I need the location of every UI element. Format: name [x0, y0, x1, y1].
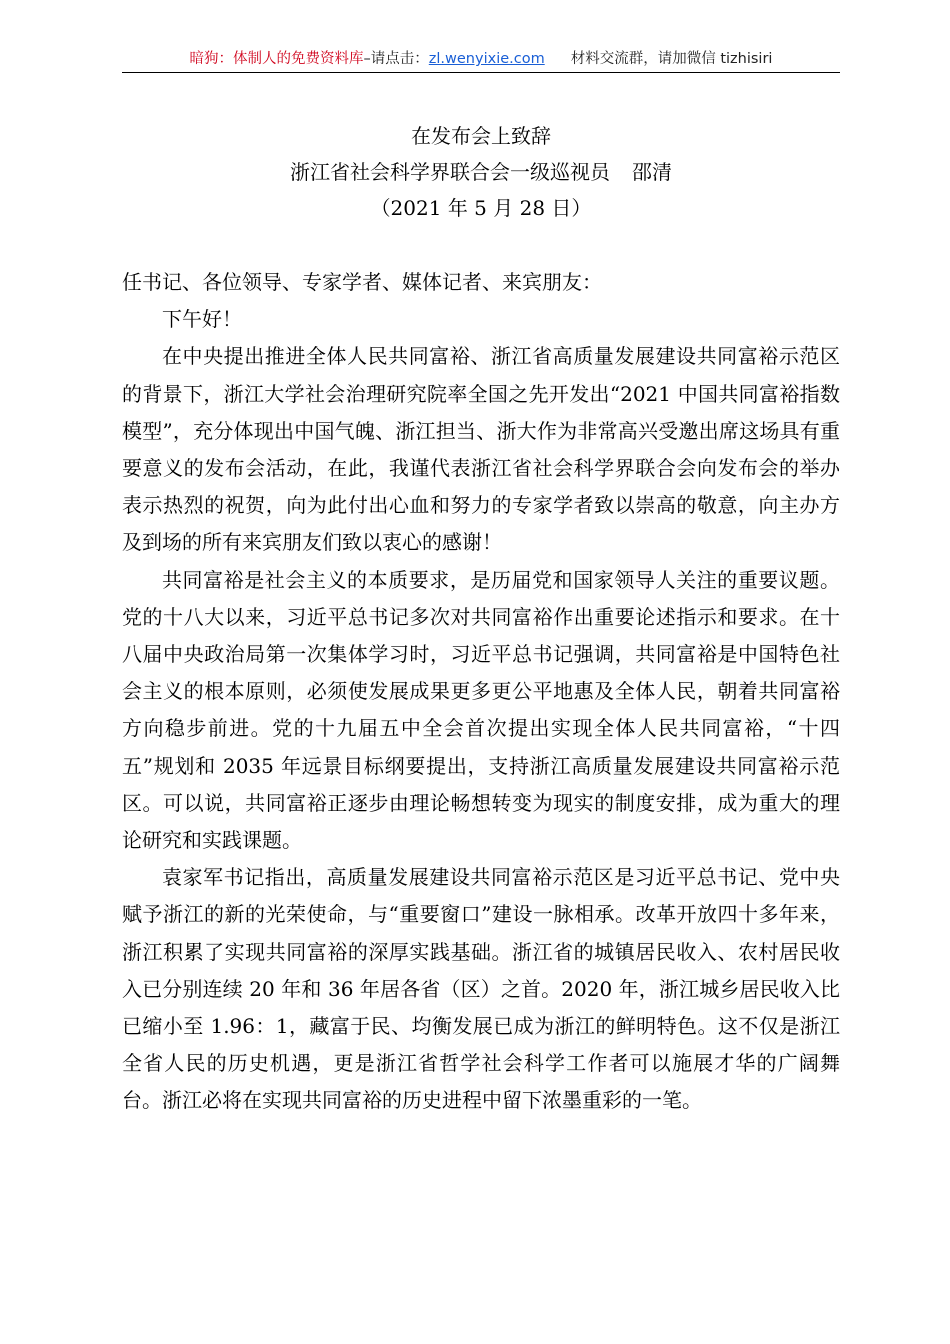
header-prompt: –请点击：: [363, 51, 429, 67]
header-brand: 暗狗：体制人的免费资料库: [189, 51, 364, 67]
header-group-note: 材料交流群，请加微信 tizhisiri: [570, 51, 773, 67]
paragraph-1: 在中央提出推进全体人民共同富裕、浙江省高质量发展建设共同富裕示范区的背景下，浙江大学社会治理研究院率全国之先开发出“2021 中国共同富裕指数模型”，充分体现出中国气魄、浙江担当、浙大作为非常高兴受邀出席这场具有重要意义的发布会活动，在此，我谨代表浙江省社会科学界联合会向发布会的举办表示热烈的祝贺，向为此付出心血和努力的专家学者致以崇高的敬意，向主办方及到场的所有来宾朋友们致以衷心的感谢！: [122, 344, 840, 555]
paragraph-2: 共同富裕是社会主义的本质要求，是历届党和国家领导人关注的重要议题。党的十八大以来，习近平总书记多次对共同富裕作出重要论述指示和要求。在十八届中央政治局第一次集体学习时，习近平总书记强调，共同富裕是中国特色社会主义的根本原则，必须使发展成果更多更公平地惠及全体人民，朝着共同富裕方向稳步前进。党的十九届五中全会首次提出实现全体人民共同富裕，“十四五”规划和 2035 年远景目标纲要提出，支持浙江高质量发展建设共同富裕示范区。可以说，共同富裕正逐步由理论畅想转变为现实的制度安排，成为重大的理论研究和实践课题。: [122, 567, 840, 853]
speech-title: 在发布会上致辞: [411, 124, 551, 148]
header-link[interactable]: zl.wenyixie.com: [428, 51, 545, 67]
speaker-name: 邵清: [632, 160, 672, 184]
page-header: [122, 46, 840, 72]
salutation: 任书记、各位领导、专家学者、媒体记者、来宾朋友：: [122, 270, 602, 294]
greeting: 下午好！: [162, 307, 242, 332]
speech-body: [122, 264, 840, 1120]
speaker-org: 浙江省社会科学界联合会一级巡视员: [290, 160, 610, 184]
speaker-line: [122, 154, 840, 190]
paragraph-3: 袁家军书记指出，高质量发展建设共同富裕示范区是习近平总书记、党中央赋予浙江的新的光荣使命，与“重要窗口”建设一脉相承。改革开放四十多年来，浙江积累了实现共同富裕的深厚实践基础。浙江省的城镇居民收入、农村居民收入已分别连续 20 年和 36 年居各省（区）之首。2020 年，浙江城乡居民收入比已缩小至 1.96：1，藏富于民、均衡发展已成为浙江的鲜明特色。这不仅是浙江全省人民的历史机遇，更是浙江省哲学社会科学工作者可以施展才华的广阔舞台。浙江必将在实现共同富裕的历史进程中留下浓墨重彩的一笔。: [122, 865, 840, 1113]
header-divider: [122, 72, 840, 73]
speech-date: （2021 年 5 月 28 日）: [370, 196, 592, 220]
title-block: [122, 118, 840, 226]
